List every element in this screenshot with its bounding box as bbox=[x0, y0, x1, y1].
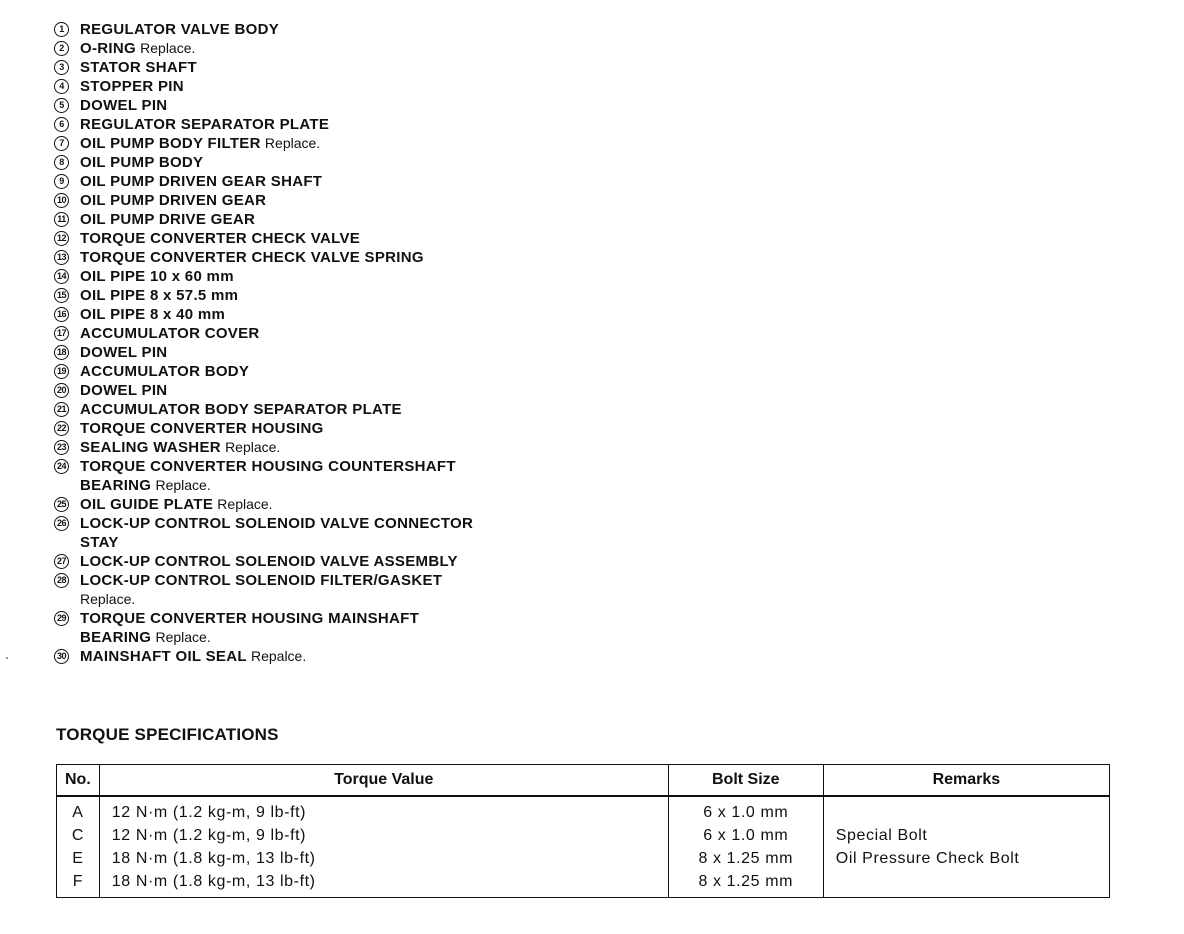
part-name: OIL PUMP DRIVEN GEAR bbox=[80, 192, 267, 209]
item-number-badge: 25 bbox=[54, 497, 69, 512]
torque-specifications-table bbox=[56, 764, 1110, 898]
part-name: LOCK-UP CONTROL SOLENOID FILTER/GASKET bbox=[80, 572, 443, 589]
table-header-row bbox=[57, 765, 1110, 797]
item-number-badge: 4 bbox=[54, 79, 69, 94]
part-item bbox=[54, 153, 574, 172]
item-number-badge: 10 bbox=[54, 193, 69, 208]
item-number-badge: 21 bbox=[54, 402, 69, 417]
cell-no: E bbox=[57, 847, 100, 870]
header-torque-value: Torque Value bbox=[99, 765, 668, 797]
part-item bbox=[54, 438, 574, 457]
part-name: OIL PUMP DRIVEN GEAR SHAFT bbox=[80, 173, 323, 190]
part-item bbox=[54, 381, 574, 400]
part-note: Replace. bbox=[155, 477, 211, 493]
cell-no: C bbox=[57, 824, 100, 847]
part-name: ACCUMULATOR BODY bbox=[80, 363, 250, 380]
table-row bbox=[57, 847, 1110, 870]
part-note: Replace. bbox=[225, 439, 281, 455]
part-name: DOWEL PIN bbox=[80, 97, 168, 114]
item-number-badge: 14 bbox=[54, 269, 69, 284]
item-number-badge: 2 bbox=[54, 41, 69, 56]
cell-torque-value: 18 N·m (1.8 kg-m, 13 lb-ft) bbox=[99, 870, 668, 898]
part-item bbox=[54, 229, 574, 248]
part-name: O-RING bbox=[80, 40, 136, 57]
item-number-badge: 26 bbox=[54, 516, 69, 531]
part-item bbox=[54, 362, 574, 381]
part-name: TORQUE CONVERTER CHECK VALVE SPRING bbox=[80, 249, 424, 266]
header-no: No. bbox=[57, 765, 100, 797]
part-item bbox=[54, 20, 574, 39]
part-note: Repalce. bbox=[250, 648, 307, 664]
cell-torque-value: 12 N·m (1.2 kg-m, 9 lb-ft) bbox=[99, 824, 668, 847]
cell-no: A bbox=[57, 796, 100, 824]
part-item bbox=[54, 58, 574, 77]
scan-speck bbox=[6, 657, 8, 659]
part-item bbox=[54, 419, 574, 438]
item-number-badge: 13 bbox=[54, 250, 69, 265]
part-item bbox=[54, 324, 574, 343]
part-name: SEALING WASHER bbox=[80, 439, 221, 456]
part-item bbox=[54, 343, 574, 362]
part-item bbox=[54, 305, 574, 324]
part-item bbox=[54, 210, 574, 229]
part-name: TORQUE CONVERTER HOUSING MAINSHAFT bbox=[80, 610, 420, 627]
part-item bbox=[54, 552, 574, 571]
header-bolt-size: Bolt Size bbox=[668, 765, 823, 797]
cell-torque-value: 12 N·m (1.2 kg-m, 9 lb-ft) bbox=[99, 796, 668, 824]
part-name: LOCK-UP CONTROL SOLENOID VALVE CONNECTOR bbox=[80, 515, 474, 532]
part-item bbox=[54, 172, 574, 191]
cell-remarks: Special Bolt bbox=[823, 824, 1109, 847]
cell-bolt-size: 8 x 1.25 mm bbox=[668, 847, 823, 870]
table-row bbox=[57, 824, 1110, 847]
part-item bbox=[54, 134, 574, 153]
item-number-badge: 7 bbox=[54, 136, 69, 151]
part-item bbox=[54, 457, 574, 495]
table-row bbox=[57, 796, 1110, 824]
item-number-badge: 15 bbox=[54, 288, 69, 303]
part-item bbox=[54, 115, 574, 134]
item-number-badge: 12 bbox=[54, 231, 69, 246]
item-number-badge: 16 bbox=[54, 307, 69, 322]
item-number-badge: 8 bbox=[54, 155, 69, 170]
item-number-badge: 19 bbox=[54, 364, 69, 379]
item-number-badge: 6 bbox=[54, 117, 69, 132]
part-item bbox=[54, 609, 574, 647]
cell-remarks: Oil Pressure Check Bolt bbox=[823, 847, 1109, 870]
part-name: LOCK-UP CONTROL SOLENOID VALVE ASSEMBLY bbox=[80, 553, 458, 570]
part-item bbox=[54, 39, 574, 58]
item-number-badge: 24 bbox=[54, 459, 69, 474]
item-number-badge: 22 bbox=[54, 421, 69, 436]
part-name: ACCUMULATOR BODY SEPARATOR PLATE bbox=[80, 401, 402, 418]
item-number-badge: 17 bbox=[54, 326, 69, 341]
item-number-badge: 20 bbox=[54, 383, 69, 398]
part-name: OIL PUMP BODY FILTER bbox=[80, 135, 261, 152]
item-number-badge: 28 bbox=[54, 573, 69, 588]
part-item bbox=[54, 495, 574, 514]
part-name: OIL PIPE 10 x 60 mm bbox=[80, 268, 234, 285]
part-item bbox=[54, 514, 574, 552]
cell-no: F bbox=[57, 870, 100, 898]
part-item bbox=[54, 77, 574, 96]
part-note: Replace. bbox=[264, 135, 321, 151]
part-item bbox=[54, 571, 574, 609]
part-note: Replace. bbox=[80, 591, 136, 607]
table-row bbox=[57, 870, 1110, 898]
part-name: OIL GUIDE PLATE bbox=[80, 496, 214, 513]
part-name: TORQUE CONVERTER CHECK VALVE bbox=[80, 230, 361, 247]
part-note: Replace. bbox=[217, 496, 273, 512]
part-name: MAINSHAFT OIL SEAL bbox=[80, 648, 247, 665]
item-number-badge: 18 bbox=[54, 345, 69, 360]
item-number-badge: 5 bbox=[54, 98, 69, 113]
part-name: DOWEL PIN bbox=[80, 382, 168, 399]
part-item bbox=[54, 647, 574, 666]
part-name: OIL PIPE 8 x 57.5 mm bbox=[80, 287, 239, 304]
part-item bbox=[54, 267, 574, 286]
part-note: Replace. bbox=[155, 629, 211, 645]
part-name: OIL PIPE 8 x 40 mm bbox=[80, 306, 226, 323]
part-item bbox=[54, 96, 574, 115]
part-name: TORQUE CONVERTER HOUSING bbox=[80, 420, 324, 437]
part-item bbox=[54, 286, 574, 305]
part-name: REGULATOR VALVE BODY bbox=[80, 21, 280, 38]
part-name: DOWEL PIN bbox=[80, 344, 168, 361]
item-number-badge: 27 bbox=[54, 554, 69, 569]
item-number-badge: 30 bbox=[54, 649, 69, 664]
part-name-continued: BEARING bbox=[80, 629, 152, 646]
part-name: STATOR SHAFT bbox=[80, 59, 197, 76]
cell-bolt-size: 8 x 1.25 mm bbox=[668, 870, 823, 898]
torque-specifications-heading: TORQUE SPECIFICATIONS bbox=[56, 725, 279, 744]
cell-remarks bbox=[823, 796, 1109, 824]
item-number-badge: 11 bbox=[54, 212, 69, 227]
part-item bbox=[54, 400, 574, 419]
cell-torque-value: 18 N·m (1.8 kg-m, 13 lb-ft) bbox=[99, 847, 668, 870]
part-name-continued: BEARING bbox=[80, 477, 152, 494]
part-name: OIL PUMP BODY bbox=[80, 154, 204, 171]
cell-bolt-size: 6 x 1.0 mm bbox=[668, 796, 823, 824]
item-number-badge: 1 bbox=[54, 22, 69, 37]
part-name: STOPPER PIN bbox=[80, 78, 184, 95]
header-remarks: Remarks bbox=[823, 765, 1109, 797]
parts-list bbox=[54, 20, 574, 666]
cell-bolt-size: 6 x 1.0 mm bbox=[668, 824, 823, 847]
part-item bbox=[54, 248, 574, 267]
item-number-badge: 29 bbox=[54, 611, 69, 626]
part-name: ACCUMULATOR COVER bbox=[80, 325, 260, 342]
part-name: REGULATOR SEPARATOR PLATE bbox=[80, 116, 330, 133]
item-number-badge: 9 bbox=[54, 174, 69, 189]
item-number-badge: 3 bbox=[54, 60, 69, 75]
part-name-continued: STAY bbox=[80, 534, 119, 551]
part-name: TORQUE CONVERTER HOUSING COUNTERSHAFT bbox=[80, 458, 456, 475]
item-number-badge: 23 bbox=[54, 440, 69, 455]
part-note: Replace. bbox=[140, 40, 196, 56]
part-name: OIL PUMP DRIVE GEAR bbox=[80, 211, 256, 228]
part-item bbox=[54, 191, 574, 210]
cell-remarks bbox=[823, 870, 1109, 898]
